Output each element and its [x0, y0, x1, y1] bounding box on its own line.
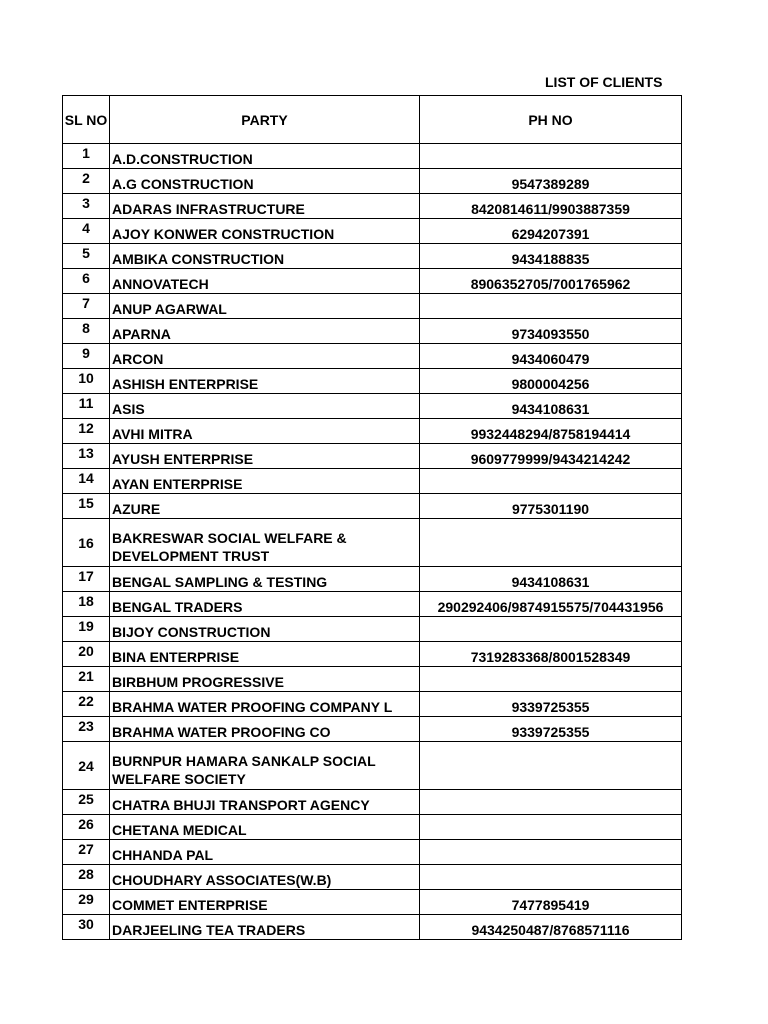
cell-sl-no: 1 — [63, 144, 110, 169]
cell-sl-no: 16 — [63, 519, 110, 567]
cell-sl-no: 24 — [63, 742, 110, 790]
table-row — [63, 742, 682, 790]
cell-sl-no: 12 — [63, 419, 110, 444]
table-row — [63, 840, 682, 865]
cell-phone — [420, 394, 682, 419]
phone-number: 290292406/9874915575/704431956 — [437, 599, 664, 615]
cell-phone — [420, 890, 682, 915]
cell-phone — [420, 790, 682, 815]
cell-party: AYUSH ENTERPRISE — [110, 444, 420, 469]
cell-party: DARJEELING TEA TRADERS — [110, 915, 420, 940]
phone-number: 9609779999/9434214242 — [470, 451, 631, 467]
table-row — [63, 344, 682, 369]
cell-party: AJOY KONWER CONSTRUCTION — [110, 219, 420, 244]
cell-phone — [420, 642, 682, 667]
cell-party: BURNPUR HAMARA SANKALP SOCIAL WELFARE SOCIETY — [110, 742, 420, 790]
table-row — [63, 294, 682, 319]
cell-sl-no: 3 — [63, 194, 110, 219]
phone-number: 9339725355 — [511, 724, 590, 740]
cell-sl-no: 30 — [63, 915, 110, 940]
cell-sl-no: 15 — [63, 494, 110, 519]
document-title: LIST OF CLIENTS — [545, 74, 663, 90]
phone-number: 6294207391 — [511, 226, 590, 242]
cell-party: BAKRESWAR SOCIAL WELFARE & DEVELOPMENT TRUST — [110, 519, 420, 567]
cell-phone — [420, 592, 682, 617]
phone-number: 8420814611/9903887359 — [471, 201, 630, 217]
phone-number: 8906352705/7001765962 — [470, 276, 631, 292]
cell-sl-no: 11 — [63, 394, 110, 419]
cell-party: BRAHMA WATER PROOFING CO — [110, 717, 420, 742]
cell-phone — [420, 319, 682, 344]
cell-sl-no: 17 — [63, 567, 110, 592]
cell-sl-no: 26 — [63, 815, 110, 840]
cell-sl-no: 21 — [63, 667, 110, 692]
table-row — [63, 419, 682, 444]
cell-party: CHHANDA PAL — [110, 840, 420, 865]
table-row — [63, 790, 682, 815]
cell-sl-no: 29 — [63, 890, 110, 915]
cell-party: ADARAS INFRASTRUCTURE — [110, 194, 420, 219]
cell-phone — [420, 667, 682, 692]
cell-sl-no: 23 — [63, 717, 110, 742]
cell-party: AVHI MITRA — [110, 419, 420, 444]
table-row — [63, 444, 682, 469]
cell-party: BINA ENTERPRISE — [110, 642, 420, 667]
cell-phone — [420, 169, 682, 194]
cell-party: ASHISH ENTERPRISE — [110, 369, 420, 394]
cell-sl-no: 27 — [63, 840, 110, 865]
phone-number: 9775301190 — [511, 501, 590, 517]
cell-sl-no: 13 — [63, 444, 110, 469]
header-row — [63, 96, 682, 144]
table-row — [63, 219, 682, 244]
phone-number: 9434188835 — [511, 251, 590, 267]
header-party: PARTY — [110, 96, 420, 144]
table-row — [63, 519, 682, 567]
cell-phone — [420, 840, 682, 865]
cell-phone — [420, 269, 682, 294]
cell-party: ASIS — [110, 394, 420, 419]
phone-number: 9734093550 — [511, 326, 590, 342]
phone-number: 9434250487/8768571116 — [471, 922, 630, 938]
cell-phone — [420, 519, 682, 567]
cell-party: A.D.CONSTRUCTION — [110, 144, 420, 169]
cell-phone — [420, 692, 682, 717]
table-row — [63, 667, 682, 692]
table-row — [63, 469, 682, 494]
cell-party: APARNA — [110, 319, 420, 344]
cell-sl-no: 10 — [63, 369, 110, 394]
cell-sl-no: 9 — [63, 344, 110, 369]
table-row — [63, 144, 682, 169]
cell-phone — [420, 294, 682, 319]
cell-phone — [420, 617, 682, 642]
phone-number: 9932448294/8758194414 — [470, 426, 631, 442]
cell-party: ANNOVATECH — [110, 269, 420, 294]
cell-phone — [420, 915, 682, 940]
cell-party: A.G CONSTRUCTION — [110, 169, 420, 194]
phone-number: 9434108631 — [511, 574, 590, 590]
table-row — [63, 494, 682, 519]
table-row — [63, 592, 682, 617]
cell-sl-no: 20 — [63, 642, 110, 667]
cell-sl-no: 18 — [63, 592, 110, 617]
cell-phone — [420, 717, 682, 742]
cell-phone — [420, 369, 682, 394]
table-row — [63, 567, 682, 592]
cell-sl-no: 14 — [63, 469, 110, 494]
table-row — [63, 269, 682, 294]
cell-party: COMMET ENTERPRISE — [110, 890, 420, 915]
table-row — [63, 394, 682, 419]
cell-sl-no: 22 — [63, 692, 110, 717]
cell-phone — [420, 419, 682, 444]
table-row — [63, 692, 682, 717]
table-row — [63, 369, 682, 394]
cell-party: BIJOY CONSTRUCTION — [110, 617, 420, 642]
cell-party: ANUP AGARWAL — [110, 294, 420, 319]
header-sl-no: SL NO — [63, 96, 110, 144]
cell-sl-no: 6 — [63, 269, 110, 294]
cell-phone — [420, 144, 682, 169]
cell-party: ARCON — [110, 344, 420, 369]
table-row — [63, 244, 682, 269]
phone-number: 9547389289 — [511, 176, 590, 192]
cell-phone — [420, 567, 682, 592]
cell-phone — [420, 444, 682, 469]
cell-phone — [420, 344, 682, 369]
phone-number: 9434108631 — [511, 401, 590, 417]
cell-phone — [420, 865, 682, 890]
table-row — [63, 642, 682, 667]
table-row — [63, 865, 682, 890]
cell-phone — [420, 219, 682, 244]
cell-phone — [420, 494, 682, 519]
cell-party: BENGAL TRADERS — [110, 592, 420, 617]
phone-number: 9800004256 — [511, 376, 590, 392]
cell-sl-no: 7 — [63, 294, 110, 319]
cell-sl-no: 5 — [63, 244, 110, 269]
phone-number: 7477895419 — [511, 897, 590, 913]
table-row — [63, 717, 682, 742]
phone-number: 9339725355 — [511, 699, 590, 715]
header-phone: PH NO — [420, 96, 682, 144]
cell-sl-no: 28 — [63, 865, 110, 890]
table-row — [63, 915, 682, 940]
phone-number: 9434060479 — [511, 351, 590, 367]
cell-phone — [420, 244, 682, 269]
cell-party: AZURE — [110, 494, 420, 519]
cell-phone — [420, 194, 682, 219]
cell-sl-no: 25 — [63, 790, 110, 815]
cell-sl-no: 2 — [63, 169, 110, 194]
phone-number: 7319283368/8001528349 — [470, 649, 631, 665]
cell-party: AYAN ENTERPRISE — [110, 469, 420, 494]
table-row — [63, 890, 682, 915]
table-row — [63, 169, 682, 194]
cell-party: AMBIKA CONSTRUCTION — [110, 244, 420, 269]
table-body — [63, 144, 682, 940]
table-row — [63, 815, 682, 840]
cell-phone — [420, 469, 682, 494]
cell-party: BIRBHUM PROGRESSIVE — [110, 667, 420, 692]
table-row — [63, 617, 682, 642]
cell-phone — [420, 742, 682, 790]
cell-sl-no: 8 — [63, 319, 110, 344]
table-row — [63, 194, 682, 219]
cell-party: CHETANA MEDICAL — [110, 815, 420, 840]
clients-table — [62, 95, 682, 940]
cell-sl-no: 4 — [63, 219, 110, 244]
cell-party: CHATRA BHUJI TRANSPORT AGENCY — [110, 790, 420, 815]
cell-sl-no: 19 — [63, 617, 110, 642]
cell-phone — [420, 815, 682, 840]
table-row — [63, 319, 682, 344]
cell-party: CHOUDHARY ASSOCIATES(W.B) — [110, 865, 420, 890]
cell-party: BENGAL SAMPLING & TESTING — [110, 567, 420, 592]
cell-party: BRAHMA WATER PROOFING COMPANY L — [110, 692, 420, 717]
